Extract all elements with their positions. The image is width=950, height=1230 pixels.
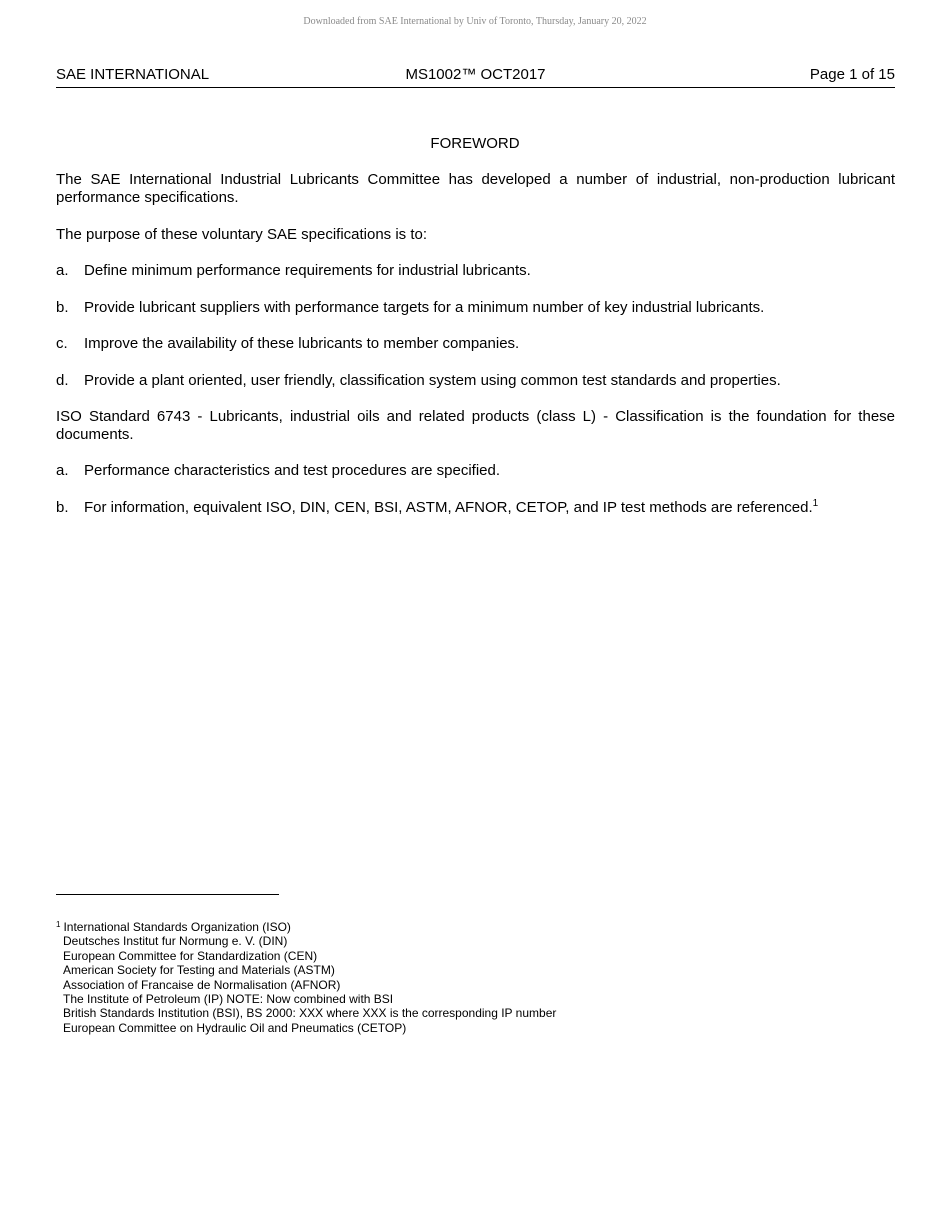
list-item-label: c. xyxy=(56,335,68,352)
footnote-line: European Committee for Standardization (CEN) xyxy=(63,948,318,963)
list-item-label: b. xyxy=(56,499,69,516)
list-item-text xyxy=(84,499,818,517)
list-item-text: Provide lubricant suppliers with performance targets for a minimum number of key industrial lubricants. xyxy=(84,299,765,316)
list-item-text: Performance characteristics and test procedures are specified. xyxy=(84,462,501,479)
footnote-line-text: International Standards Organization (ISO) xyxy=(63,920,291,934)
purpose-paragraph: The purpose of these voluntary SAE specifications is to: xyxy=(56,226,428,243)
list-item-label: a. xyxy=(56,462,69,479)
publisher-name: SAE INTERNATIONAL xyxy=(56,66,210,83)
footnote-line: Deutsches Institut fur Normung e. V. (DIN) xyxy=(63,934,288,949)
download-watermark: Downloaded from SAE International by Univ of Toronto, Thursday, January 20, 2022 xyxy=(303,16,647,27)
iso-paragraph: ISO Standard 6743 - Lubricants, industrial oils and related products (class L) - Classification is the foundation for these documents. xyxy=(56,408,895,443)
footnote xyxy=(56,920,756,1035)
footnote-line xyxy=(56,920,756,934)
list-item-label: b. xyxy=(56,299,69,316)
list-item-text: Define minimum performance requirements for industrial lubricants. xyxy=(84,262,531,279)
footnote-line: European Committee on Hydraulic Oil and Pneumatics (CETOP) xyxy=(63,1020,407,1035)
list-item-label: d. xyxy=(56,372,69,389)
footnote-line: The Institute of Petroleum (IP) NOTE: Now combined with BSI xyxy=(63,992,394,1007)
page-number: Page 1 of 15 xyxy=(809,66,895,83)
document-number: MS1002™ OCT2017 xyxy=(405,66,546,83)
page-header xyxy=(56,66,895,88)
intro-paragraph: The SAE International Industrial Lubricants Committee has developed a number of industrial, non-production lubricant performance specifications. xyxy=(56,171,895,206)
footnote-divider xyxy=(56,894,279,895)
list-item-text-body: For information, equivalent ISO, DIN, CEN, BSI, ASTM, AFNOR, CETOP, and IP test methods are referenced. xyxy=(84,499,813,516)
list-item-text: Provide a plant oriented, user friendly, classification system using common test standards and properties. xyxy=(84,372,781,389)
footnote-line: American Society for Testing and Materials (ASTM) xyxy=(63,963,335,978)
list-item-label: a. xyxy=(56,262,69,279)
footnote-line: British Standards Institution (BSI), BS 2000: XXX where XXX is the corresponding IP number xyxy=(63,1006,557,1021)
footnote-mark: 1 xyxy=(56,920,61,929)
footnote-reference: 1 xyxy=(812,498,819,509)
list-item-text: Improve the availability of these lubricants to member companies. xyxy=(84,335,520,352)
footnote-line: Association of Francaise de Normalisation (AFNOR) xyxy=(63,977,341,992)
section-title: FOREWORD xyxy=(430,135,520,152)
